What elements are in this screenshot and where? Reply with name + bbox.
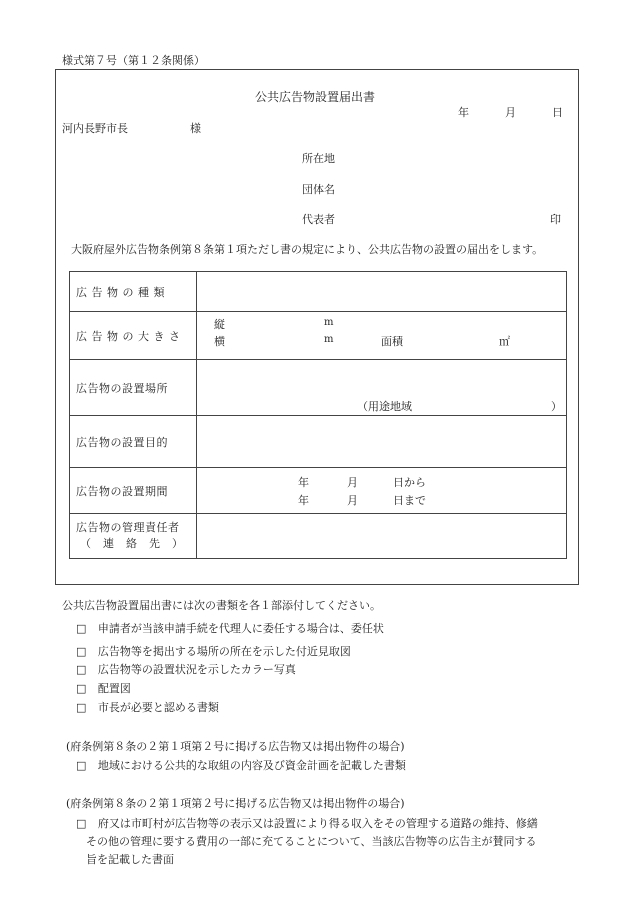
area-unit: ㎡	[499, 335, 510, 348]
attachment-item-label: 広告物等を掲出する場所の所在を示した付近見取図	[97, 645, 351, 658]
label-ad-period: 広告物の設置期間	[70, 468, 197, 514]
period-start-day: 日から	[393, 476, 426, 489]
size-vertical-label: 縦	[214, 318, 225, 331]
section2-item	[76, 815, 538, 831]
declaration-statement: 大阪府屋外広告物条例第８条第１項ただし書の規定により、公共広告物の設置の届出をします。	[71, 243, 544, 256]
label-ad-purpose: 広告物の設置目的	[70, 416, 197, 468]
date-year-field[interactable]: 年	[458, 106, 469, 119]
zoning-close: ）	[551, 400, 562, 413]
attachment-item-0	[76, 620, 384, 636]
attachment-item-4	[76, 699, 219, 715]
row-ad-manager	[70, 514, 567, 559]
attachments-intro: 公共広告物設置届出書には次の書類を各１部添付してください。	[62, 599, 381, 612]
period-end-month: 月	[347, 494, 358, 507]
size-horizontal-unit: m	[324, 334, 334, 345]
form-fields-table	[69, 271, 567, 559]
section2-item-line3: 旨を記載した書面	[86, 853, 174, 866]
checkbox-icon[interactable]: □	[76, 663, 87, 676]
field-ad-kind[interactable]	[197, 272, 567, 312]
date-month-field[interactable]: 月	[505, 106, 516, 119]
field-ad-location[interactable]	[197, 360, 567, 416]
checkbox-icon[interactable]: □	[76, 682, 87, 695]
section2-heading: (府条例第８条の２第１項第２号に掲げる広告物又は掲出物件の場合)	[66, 797, 405, 810]
field-ad-period[interactable]	[197, 468, 567, 514]
row-ad-size	[70, 312, 567, 360]
honorific: 様	[190, 122, 201, 135]
manager-label-line1: 広告物の管理責任者	[76, 521, 180, 534]
checkbox-icon[interactable]: □	[76, 645, 87, 658]
form-title: 公共広告物設置届出書	[254, 90, 375, 104]
checkbox-icon[interactable]: □	[76, 701, 87, 714]
attachment-item-label: 配置図	[97, 682, 131, 695]
label-ad-location: 広告物の設置場所	[70, 360, 197, 416]
addressee: 河内長野市長	[62, 122, 128, 135]
section2-item-line1: 府又は市町村が広告物等の表示又は設置により得る収入をその管理する道路の維持、修繕	[97, 817, 538, 830]
period-end-year: 年	[298, 494, 309, 507]
label-ad-size: 広 告 物 の 大 き さ	[70, 312, 197, 360]
checkbox-icon[interactable]: □	[76, 622, 87, 635]
section2-item-line2: その他の管理に要する費用の一部に充てることについて、当該広告物等の広告主が賛同する	[86, 835, 537, 848]
attachment-item-label: 市長が必要と認める書類	[97, 701, 219, 714]
organization-label: 団体名	[302, 183, 335, 196]
row-ad-period	[70, 468, 567, 514]
manager-label-line2: （ 連 絡 先 ）	[80, 537, 184, 550]
seal-mark: 印	[550, 213, 561, 226]
date-day-field[interactable]: 日	[552, 106, 563, 119]
label-ad-kind: 広 告 物 の 種 類	[70, 272, 197, 312]
section1-item-label: 地域における公共的な取組の内容及び資金計画を記載した書類	[97, 759, 406, 772]
section1-item	[76, 757, 406, 773]
attachment-item-label: 申請者が当該申請手続を代理人に委任する場合は、委任状	[97, 622, 384, 635]
area-label: 面積	[381, 335, 403, 348]
period-start-month: 月	[347, 476, 358, 489]
period-start-year: 年	[298, 476, 309, 489]
size-vertical-unit: m	[324, 317, 334, 328]
size-horizontal-label: 横	[214, 335, 225, 348]
checkbox-icon[interactable]: □	[76, 759, 87, 772]
field-ad-manager[interactable]	[197, 514, 567, 559]
label-ad-manager	[70, 514, 197, 559]
field-ad-purpose[interactable]	[197, 416, 567, 468]
row-ad-kind	[70, 272, 567, 312]
address-label: 所在地	[302, 152, 335, 165]
field-ad-size[interactable]	[197, 312, 567, 360]
section1-heading: (府条例第８条の２第１項第２号に掲げる広告物又は掲出物件の場合)	[66, 740, 405, 753]
form-number: 様式第７号（第１２条関係）	[62, 54, 205, 67]
attachment-item-2	[76, 661, 296, 677]
row-ad-location	[70, 360, 567, 416]
checkbox-icon[interactable]: □	[76, 817, 87, 830]
attachment-item-1	[76, 643, 351, 659]
attachment-item-label: 広告物等の設置状況を示したカラー写真	[97, 663, 296, 676]
zoning-open: （用途地域	[357, 400, 412, 413]
row-ad-purpose	[70, 416, 567, 468]
period-end-day: 日まで	[393, 494, 426, 507]
representative-label: 代表者	[302, 213, 335, 226]
attachment-item-3	[76, 680, 131, 696]
